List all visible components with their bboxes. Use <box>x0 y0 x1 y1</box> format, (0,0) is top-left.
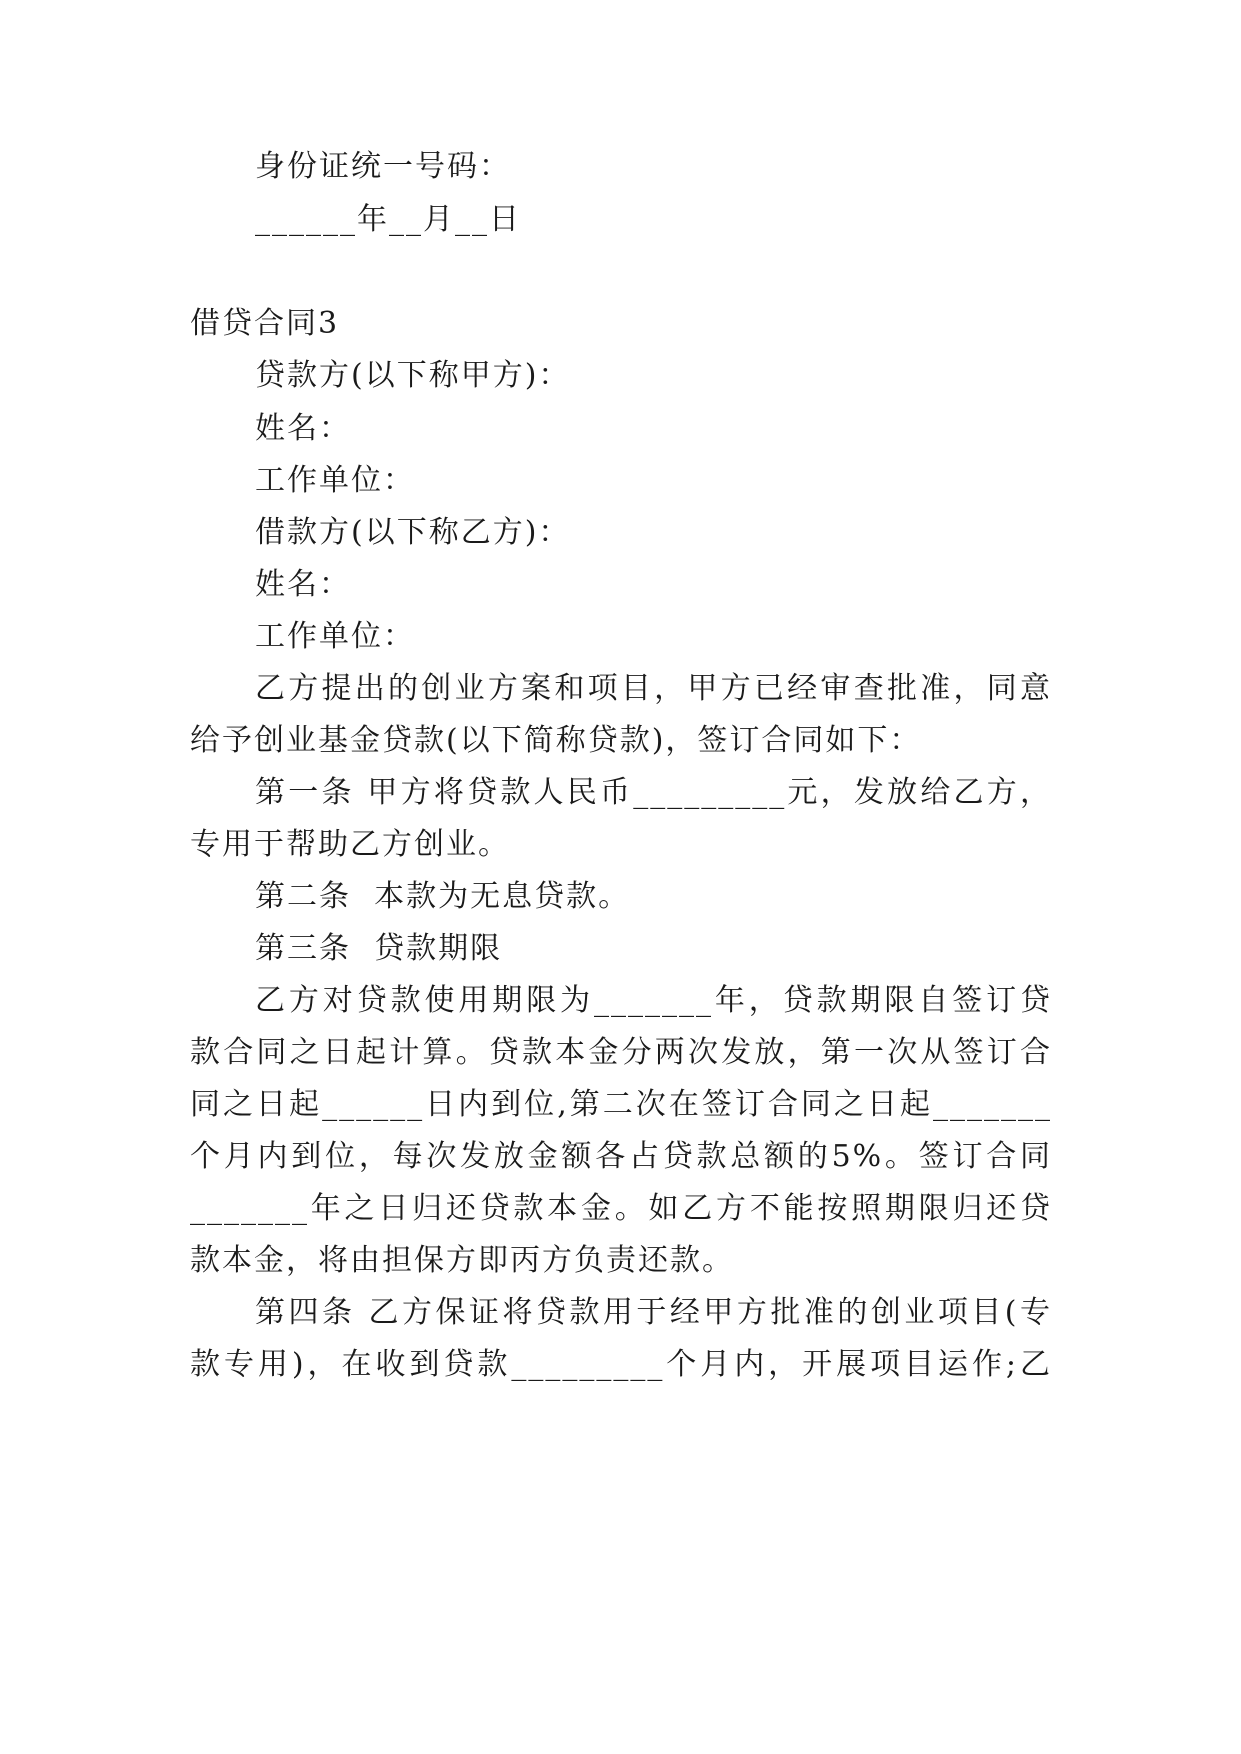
article-3-line: 乙方对贷款使用期限为_______年，贷款期限自签订贷 <box>255 983 1052 1018</box>
article-3-heading: 第三条 贷款期限 <box>255 931 503 966</box>
contract-title: 借贷合同3 <box>190 306 340 341</box>
article-1-line: 专用于帮助乙方创业。 <box>190 827 510 862</box>
date-line: ______年__月__日 <box>255 202 521 237</box>
article-1-line: 第一条 甲方将贷款人民币_________元，发放给乙方， <box>255 775 1052 810</box>
article-3-line: 同之日起______日内到位,第二次在签订合同之日起_______ <box>190 1087 1052 1122</box>
lender-employer-label: 工作单位： <box>255 463 415 498</box>
borrower-employer-label: 工作单位： <box>255 619 415 654</box>
article-4-line: 第四条 乙方保证将贷款用于经甲方批准的创业项目(专 <box>255 1295 1052 1330</box>
article-3-line: _______年之日归还贷款本金。如乙方不能按照期限归还贷 <box>190 1191 1052 1226</box>
article-3-line: 款合同之日起计算。贷款本金分两次发放，第一次从签订合 <box>190 1035 1052 1070</box>
lender-name-label: 姓名： <box>255 411 351 446</box>
intro-paragraph-line: 乙方提出的创业方案和项目，甲方已经审查批准，同意 <box>255 671 1052 706</box>
borrower-name-label: 姓名： <box>255 567 351 602</box>
article-3-line: 个月内到位，每次发放金额各占贷款总额的5%。签订合同 <box>190 1139 1052 1174</box>
article-3-line: 款本金，将由担保方即丙方负责还款。 <box>190 1243 734 1278</box>
article-2-line: 第二条 本款为无息贷款。 <box>255 879 631 914</box>
id-number-label: 身份证统一号码： <box>255 149 511 184</box>
borrower-label: 借款方(以下称乙方)： <box>255 515 571 550</box>
intro-paragraph-line: 给予创业基金贷款(以下简称贷款)，签订合同如下： <box>190 723 922 758</box>
article-4-line: 款专用)，在收到贷款_________个月内，开展项目运作;乙 <box>190 1347 1052 1382</box>
lender-label: 贷款方(以下称甲方)： <box>255 358 571 393</box>
